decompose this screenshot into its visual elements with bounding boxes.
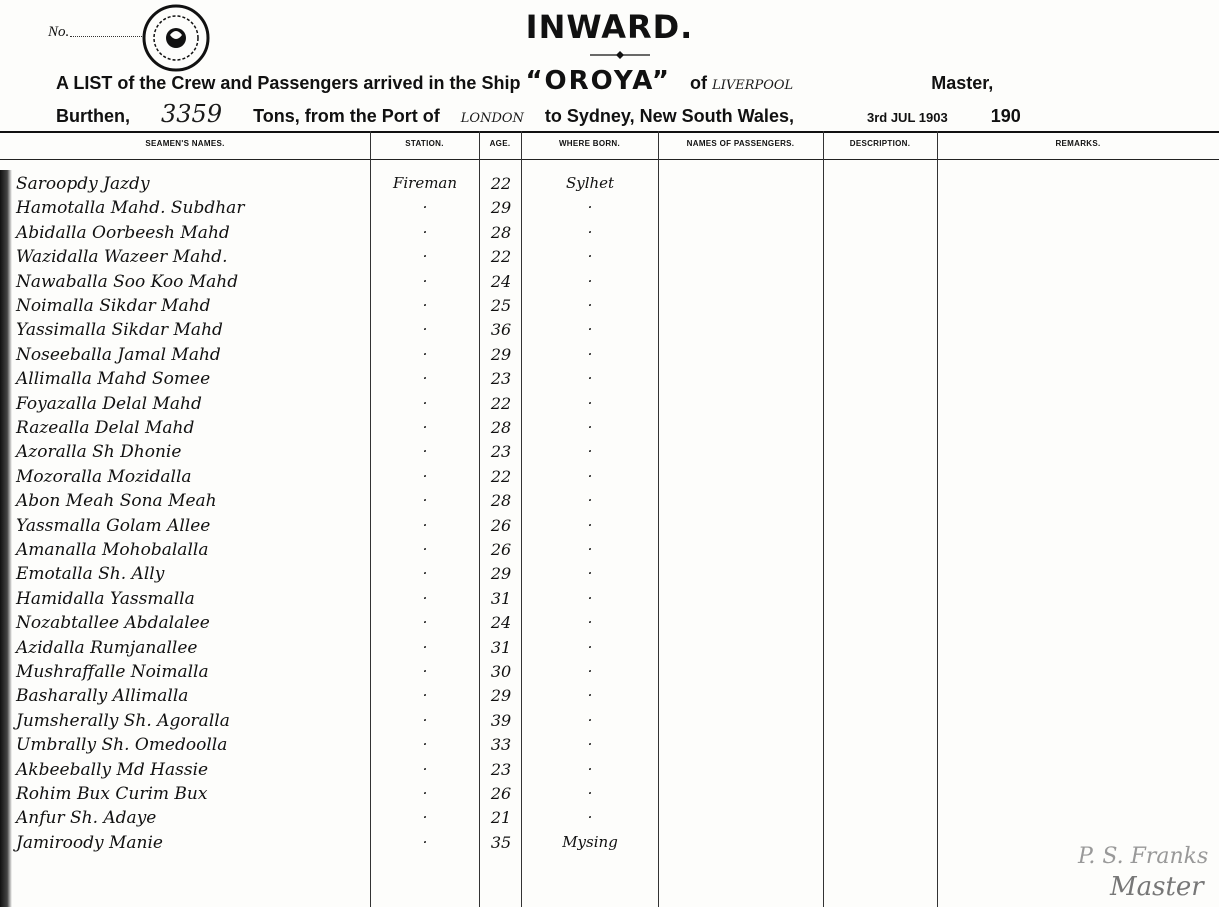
- crew-age: 24: [490, 271, 512, 291]
- master-label: Master,: [931, 73, 994, 93]
- crew-age: 26: [490, 540, 512, 559]
- crew-station: ·: [422, 442, 428, 461]
- page-title: INWARD.: [525, 8, 694, 46]
- table-row: [0, 808, 1219, 831]
- table-row: [0, 345, 1219, 368]
- crew-name: Emotalla Sh. Ally: [16, 564, 165, 585]
- of-label: of: [690, 73, 708, 93]
- crew-name: Jamiroody Manie: [16, 832, 163, 853]
- crew-name: Mushraffalle Noimalla: [16, 662, 209, 682]
- crew-station: ·: [422, 393, 428, 412]
- crew-name: Noimalla Sikdar Mahd: [16, 296, 211, 316]
- table-row: [0, 686, 1219, 709]
- crew-age: 29: [490, 686, 512, 706]
- crew-name: Razealla Delal Mahd: [16, 418, 195, 438]
- crew-where-born: ·: [587, 466, 593, 485]
- table-row: [0, 735, 1219, 758]
- table-row: [0, 711, 1219, 734]
- crew-name: Mozoralla Mozidalla: [16, 466, 192, 487]
- crew-name: Jumsherally Sh. Agoralla: [16, 710, 230, 731]
- table-row: [0, 760, 1219, 783]
- crew-where-born: ·: [587, 613, 593, 632]
- crew-where-born: Sylhet: [565, 174, 615, 192]
- crew-station: ·: [422, 686, 428, 705]
- crew-where-born: ·: [587, 784, 593, 802]
- table-row: [0, 467, 1219, 490]
- table-row: [0, 296, 1219, 319]
- crew-station: ·: [422, 320, 428, 339]
- crew-name: Nawaballa Soo Koo Mahd: [16, 271, 239, 292]
- crew-station: ·: [422, 832, 428, 851]
- crew-station: ·: [422, 710, 428, 729]
- crew-age: 35: [490, 832, 512, 852]
- crew-age: 36: [490, 320, 512, 340]
- crew-where-born: ·: [587, 296, 593, 314]
- crew-name: Nozabtallee Abdalalee: [16, 613, 210, 634]
- table-row: [0, 540, 1219, 563]
- crew-station: ·: [422, 808, 428, 827]
- crew-station: ·: [422, 515, 428, 534]
- crew-name: Rohim Bux Curim Bux: [16, 784, 208, 804]
- ornament-divider-icon: [580, 50, 660, 60]
- crew-name: Amanalla Mohobalalla: [16, 540, 209, 560]
- crew-name: Umbrally Sh. Omedoolla: [16, 735, 228, 756]
- crew-where-born: ·: [587, 320, 593, 339]
- crew-where-born: ·: [587, 247, 593, 266]
- crew-age: 31: [490, 637, 512, 657]
- crew-where-born: ·: [587, 442, 593, 461]
- number-label: No.: [48, 24, 70, 40]
- port-of-registry: LIVERPOOL: [712, 78, 794, 93]
- header-line-2: [56, 100, 1021, 128]
- master-signature: P. S. Franks: [1078, 844, 1209, 869]
- crew-name: Allimalla Mahd Somee: [16, 369, 211, 390]
- table-row: [0, 320, 1219, 343]
- column-header-passengers: NAMES OF PASSENGERS.: [686, 139, 795, 148]
- crew-name: Akbeebally Md Hassie: [16, 759, 209, 780]
- table-row: [0, 394, 1219, 417]
- crew-where-born: ·: [587, 393, 593, 412]
- crew-age: 23: [490, 369, 512, 389]
- crew-name: Hamotalla Mahd. Subdhar: [16, 198, 245, 219]
- list-heading: A LIST of the Crew and Passengers arrived in the Ship: [56, 73, 521, 93]
- crew-age: 26: [490, 515, 512, 535]
- crew-station: ·: [422, 588, 428, 607]
- crew-station: ·: [422, 418, 428, 436]
- crew-where-born: ·: [587, 222, 593, 241]
- table-row: [0, 613, 1219, 636]
- table-row: [0, 174, 1219, 197]
- burthen-label: Burthen,: [56, 106, 130, 126]
- table-row: [0, 662, 1219, 685]
- crew-where-born: ·: [587, 759, 593, 778]
- crew-station: ·: [422, 296, 428, 314]
- crew-name: Wazidalla Wazeer Mahd.: [16, 247, 228, 268]
- crew-name: Basharally Allimalla: [16, 686, 189, 707]
- crew-age: 23: [490, 759, 512, 779]
- crew-station: ·: [422, 735, 428, 754]
- crew-station: ·: [422, 613, 428, 632]
- crew-where-born: ·: [587, 662, 593, 680]
- crew-age: 21: [490, 808, 512, 828]
- crew-where-born: ·: [587, 686, 593, 705]
- table-row: [0, 442, 1219, 465]
- crew-name: Hamidalla Yassmalla: [16, 588, 195, 609]
- crew-station: ·: [422, 466, 428, 485]
- crew-name: Azidalla Rumjanallee: [16, 637, 198, 658]
- crew-station: ·: [422, 662, 428, 680]
- crew-name: Azoralla Sh Dhonie: [16, 442, 182, 463]
- crew-name: Saroopdy Jazdy: [16, 174, 150, 194]
- header-line-1: [56, 66, 993, 96]
- column-header-age: AGE.: [489, 139, 511, 148]
- table-row: [0, 784, 1219, 807]
- master-signature-role: Master: [1110, 872, 1204, 902]
- table-row: [0, 491, 1219, 514]
- crew-station: ·: [422, 637, 428, 656]
- crew-where-born: ·: [587, 491, 593, 510]
- crew-station: ·: [422, 491, 428, 510]
- crew-where-born: ·: [587, 515, 593, 534]
- table-row: [0, 638, 1219, 661]
- crew-where-born: ·: [587, 710, 593, 729]
- crew-age: 29: [490, 344, 512, 364]
- crew-where-born: Mysing: [562, 832, 618, 851]
- table-row: [0, 418, 1219, 441]
- column-header-seamen-names: SEAMEN'S NAMES.: [145, 139, 225, 148]
- crew-name: Yassmalla Golam Allee: [16, 515, 211, 536]
- crew-station: ·: [422, 564, 428, 583]
- crew-where-born: ·: [587, 637, 593, 656]
- crew-name: Yassimalla Sikdar Mahd: [16, 320, 223, 341]
- column-header-where-born: WHERE BORN.: [558, 139, 621, 148]
- crew-station: ·: [422, 784, 428, 802]
- crew-age: 23: [490, 442, 512, 462]
- crew-station: ·: [422, 344, 428, 363]
- crew-name: Anfur Sh. Adaye: [16, 808, 157, 829]
- crew-station: ·: [422, 222, 428, 241]
- column-header-station: STATION.: [405, 139, 444, 148]
- crew-station: Fireman: [392, 174, 458, 192]
- crew-age: 30: [490, 662, 512, 681]
- crew-where-born: ·: [587, 198, 593, 217]
- table-row: [0, 247, 1219, 270]
- crew-age: 28: [490, 491, 512, 511]
- date-stamp: 3rd JUL 1903: [866, 110, 948, 125]
- to-sydney-label: to Sydney, New South Wales,: [544, 106, 794, 126]
- crew-name: Abidalla Oorbeesh Mahd: [16, 222, 230, 243]
- crew-station: ·: [422, 247, 428, 266]
- table-row: [0, 589, 1219, 612]
- crew-age: 29: [490, 564, 512, 584]
- crew-where-born: ·: [587, 369, 593, 388]
- crew-age: 31: [490, 588, 512, 608]
- crew-name: Foyazalla Delal Mahd: [16, 393, 202, 414]
- crew-where-born: ·: [587, 540, 593, 558]
- crew-where-born: ·: [587, 808, 593, 827]
- column-header-remarks: REMARKS.: [1055, 139, 1101, 148]
- crew-age: 39: [490, 710, 512, 730]
- table-row: [0, 516, 1219, 539]
- crew-where-born: ·: [587, 588, 593, 607]
- table-row: [0, 198, 1219, 221]
- crew-where-born: ·: [587, 735, 593, 754]
- crew-age: 33: [490, 735, 512, 755]
- year-prefix: 190: [990, 106, 1021, 126]
- crew-station: ·: [422, 759, 428, 778]
- table-row: [0, 564, 1219, 587]
- table-row: [0, 369, 1219, 392]
- crew-age: 22: [490, 466, 512, 486]
- crew-age: 28: [490, 222, 512, 242]
- table-top-rule: [0, 131, 1219, 133]
- crew-where-born: ·: [587, 418, 593, 436]
- crew-where-born: ·: [587, 271, 593, 290]
- from-port: LONDON: [460, 111, 524, 126]
- crew-age: 28: [490, 418, 512, 437]
- ship-name: “OROYA”: [525, 66, 672, 96]
- crew-age: 25: [490, 296, 512, 315]
- burthen-value: 3359: [161, 100, 223, 128]
- crew-station: ·: [422, 540, 428, 558]
- table-row: [0, 272, 1219, 295]
- crew-name: Abon Meah Sona Meah: [16, 491, 217, 512]
- crew-age: 29: [490, 198, 512, 218]
- table-header-rule: [0, 159, 1219, 160]
- crew-age: 22: [490, 247, 512, 267]
- crew-station: ·: [422, 369, 428, 388]
- crew-station: ·: [422, 271, 428, 290]
- crew-age: 24: [490, 613, 512, 633]
- table-row: [0, 223, 1219, 246]
- crew-age: 22: [490, 393, 512, 413]
- table-row: [0, 833, 1219, 856]
- crew-where-born: ·: [587, 564, 593, 583]
- crew-where-born: ·: [587, 344, 593, 363]
- crew-name: Noseeballa Jamal Mahd: [16, 344, 221, 365]
- crew-station: ·: [422, 198, 428, 217]
- tons-from-label: Tons, from the Port of: [253, 106, 440, 126]
- column-header-description: DESCRIPTION.: [849, 139, 911, 148]
- crew-age: 22: [490, 174, 512, 193]
- crew-age: 26: [490, 784, 512, 803]
